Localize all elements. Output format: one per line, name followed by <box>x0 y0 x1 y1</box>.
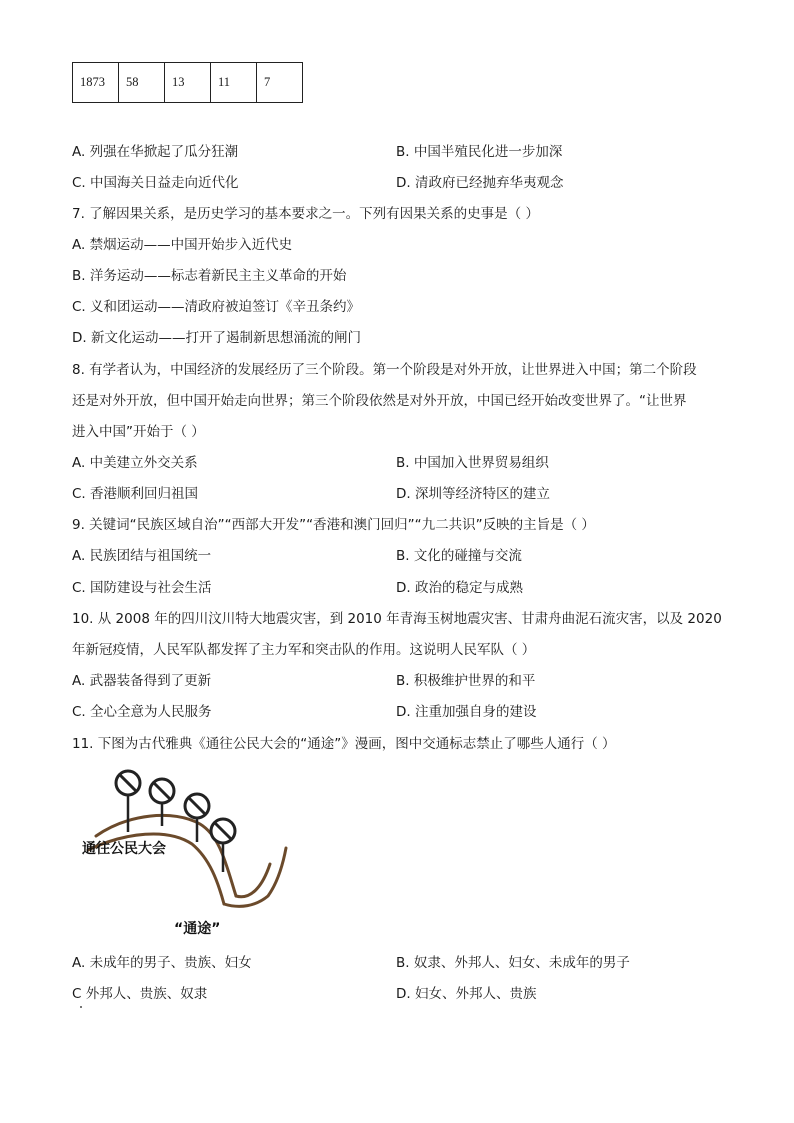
figure-label: 通往公民大会 <box>82 841 166 857</box>
q11-option-b: B. 奴隶、外邦人、妇女、未成年的男子 <box>396 955 630 971</box>
q6-option-c: C. 中国海关日益走向近代化 <box>72 175 239 191</box>
q7-stem: 7. 了解因果关系，是历史学习的基本要求之一。下列有因果关系的史事是（ ） <box>72 206 539 222</box>
q7-option-a: A. 禁烟运动——中国开始步入近代史 <box>72 237 293 253</box>
q8-option-b: B. 中国加入世界贸易组织 <box>396 455 549 471</box>
table-cell: 13 <box>165 63 211 103</box>
q7-option-b: B. 洋务运动——标志着新民主主义革命的开始 <box>72 268 347 284</box>
q11-option-a: A. 未成年的男子、贵族、妇女 <box>72 955 252 971</box>
q10-option-c: C. 全心全意为人民服务 <box>72 704 212 720</box>
q9-option-a: A. 民族团结与祖国统一 <box>72 548 212 564</box>
table-row <box>73 63 303 103</box>
prohibition-sign-4 <box>211 819 235 872</box>
q11-option-d: D. 妇女、外邦人、贵族 <box>396 986 537 1002</box>
prohibition-sign-2 <box>150 779 174 826</box>
q10-option-a: A. 武器装备得到了更新 <box>72 673 212 689</box>
q11-stem: 11. 下图为古代雅典《通往公民大会的“通途”》漫画，图中交通标志禁止了哪些人通行（ ） <box>72 736 616 752</box>
table-cell: 58 <box>119 63 165 103</box>
q8-stem-line3: 进入中国”开始于（ ） <box>72 424 205 440</box>
figure-caption: “通途” <box>174 921 221 937</box>
scan-speck <box>80 1006 82 1008</box>
table-cell: 11 <box>211 63 257 103</box>
data-table <box>72 62 303 103</box>
q10-stem-line2: 年新冠疫情，人民军队都发挥了主力军和突击队的作用。这说明人民军队（ ） <box>72 642 536 658</box>
q9-option-c: C. 国防建设与社会生活 <box>72 580 212 596</box>
q7-option-c: C. 义和团运动——清政府被迫签订《辛丑条约》 <box>72 299 361 315</box>
q10-option-b: B. 积极维护世界的和平 <box>396 673 536 689</box>
table-cell: 1873 <box>73 63 119 103</box>
q8-option-c: C. 香港顺利回归祖国 <box>72 486 199 502</box>
q6-option-a: A. 列强在华掀起了瓜分狂潮 <box>72 144 239 160</box>
q8-option-a: A. 中美建立外交关系 <box>72 455 198 471</box>
q11-option-c: C 外邦人、贵族、奴隶 <box>72 986 208 1002</box>
road-outline <box>88 815 286 906</box>
q8-stem-line1: 8. 有学者认为，中国经济的发展经历了三个阶段。第一个阶段是对外开放，让世界进入中国；第二个阶段 <box>72 362 697 378</box>
table-cell: 7 <box>257 63 303 103</box>
q10-option-d: D. 注重加强自身的建设 <box>396 704 537 720</box>
q8-stem-line2: 还是对外开放，但中国开始走向世界；第三个阶段依然是对外开放，中国已经开始改变世界了。“让世界 <box>72 393 687 409</box>
q9-stem: 9. 关键词“民族区域自治”“西部大开发”“香港和澳门回归”“九二共识”反映的主旨是（ ） <box>72 517 595 533</box>
q6-option-b: B. 中国半殖民化进一步加深 <box>396 144 563 160</box>
q9-option-b: B. 文化的碰撞与交流 <box>396 548 522 564</box>
q10-stem-line1: 10. 从 2008 年的四川汶川特大地震灾害，到 2010 年青海玉树地震灾害、甘肃舟曲泥石流灾害，以及 2020 <box>72 611 722 627</box>
q9-option-d: D. 政治的稳定与成熟 <box>396 580 523 596</box>
q7-option-d: D. 新文化运动——打开了遏制新思想涌流的闸门 <box>72 330 361 346</box>
q8-option-d: D. 深圳等经济特区的建立 <box>396 486 550 502</box>
q6-option-d: D. 清政府已经抛弃华夷观念 <box>396 175 564 191</box>
